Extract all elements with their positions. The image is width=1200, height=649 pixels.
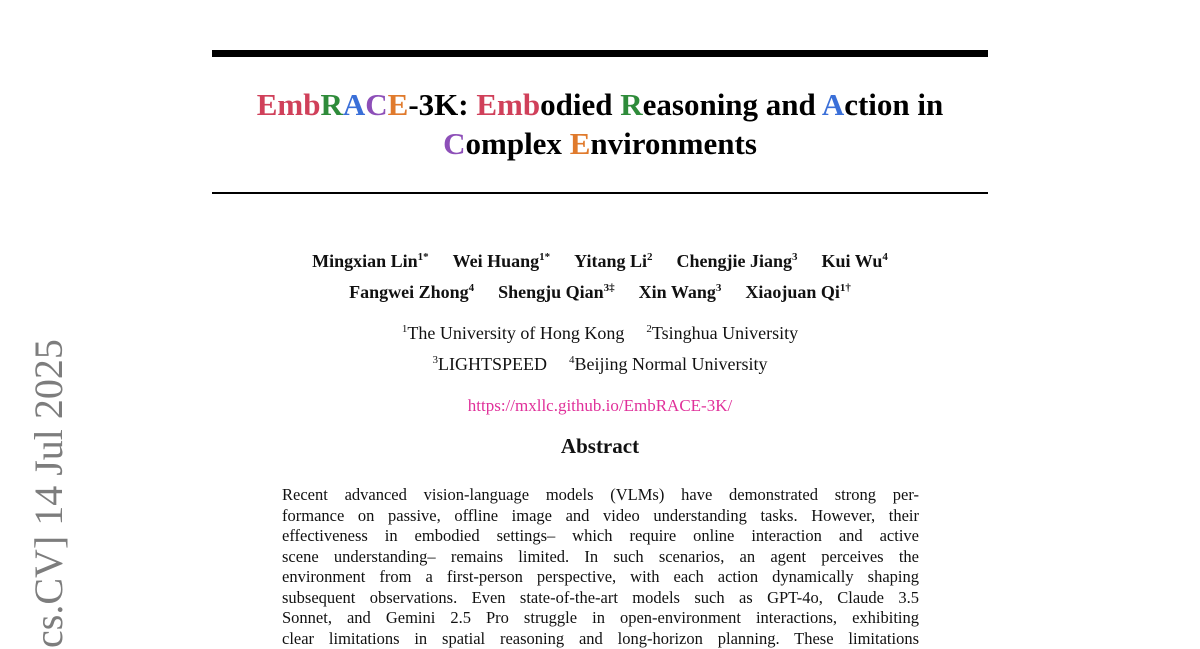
affiliation (646, 323, 798, 344)
title-segment: Emb (476, 87, 540, 122)
project-url-link[interactable]: https://mxllc.github.io/EmbRACE-3K/ (212, 396, 988, 416)
author-name: Kui Wu (822, 251, 883, 271)
title-segment: C (443, 126, 465, 161)
title-segment: R (620, 87, 642, 122)
title-top-rule (212, 50, 988, 57)
title-bottom-rule (212, 192, 988, 194)
abstract-line: environment from a first-person perspective, with each action dynamically shaping (282, 567, 919, 588)
author-list-row-1 (212, 251, 988, 272)
author (312, 251, 429, 272)
author (639, 282, 722, 303)
author-affiliation-mark: 3‡ (604, 282, 615, 294)
author (574, 251, 652, 272)
affiliation-name: The University of Hong Kong (407, 323, 624, 343)
title-segment: R (321, 87, 343, 122)
affiliation-number: 1 (402, 323, 408, 335)
title-segment: odied (540, 87, 620, 122)
title-segment: E (257, 87, 278, 122)
affiliation (433, 354, 548, 375)
author-affiliation-mark: 3 (792, 251, 798, 263)
author (453, 251, 551, 272)
author (498, 282, 615, 303)
author (677, 251, 798, 272)
author (745, 282, 851, 303)
author-name: Wei Huang (453, 251, 540, 271)
affiliation-row-2 (212, 354, 988, 375)
title-line-1 (212, 85, 988, 124)
title-segment: ction in (844, 87, 943, 122)
affiliation-name: Tsinghua University (652, 323, 798, 343)
author-name: Shengju Qian (498, 282, 604, 302)
paper-title (212, 85, 988, 163)
author (822, 251, 888, 272)
arxiv-stamp: cs.CV] 14 Jul 2025 (28, 339, 70, 648)
author-affiliation-mark: 4 (469, 282, 475, 294)
affiliation-row-1 (212, 323, 988, 344)
title-segment: -3K: (408, 87, 476, 122)
title-segment: easoning and (643, 87, 822, 122)
affiliation-name: LIGHTSPEED (438, 354, 547, 374)
affiliation (402, 323, 624, 344)
author-affiliation-mark: 4 (882, 251, 888, 263)
author-affiliation-mark: 3 (716, 282, 722, 294)
abstract-line: Sonnet, and Gemini 2.5 Pro struggle in open-environment interactions, exhibiting (282, 608, 919, 629)
abstract-text (282, 485, 919, 649)
abstract-line: Recent advanced vision-language models (VLMs) have demonstrated strong per- (282, 485, 919, 506)
author-name: Mingxian Lin (312, 251, 418, 271)
author-name: Chengjie Jiang (677, 251, 793, 271)
author-list-row-2 (212, 282, 988, 303)
title-segment: C (365, 87, 387, 122)
abstract-line: subsequent observations. Even state-of-the-art models such as GPT-4o, Claude 3.5 (282, 588, 919, 609)
title-segment: E (570, 126, 591, 161)
author (349, 282, 474, 303)
title-segment: b (303, 87, 320, 122)
affiliation-number: 4 (569, 354, 575, 366)
title-segment: A (822, 87, 844, 122)
title-segment: omplex (466, 126, 570, 161)
abstract-line: scene understanding– remains limited. In such scenarios, an agent perceives the (282, 547, 919, 568)
author-affiliation-mark: 1† (840, 282, 851, 294)
affiliation-name: Beijing Normal University (575, 354, 768, 374)
affiliation-number: 3 (433, 354, 439, 366)
author-affiliation-mark: 1* (539, 251, 550, 263)
affiliation-number: 2 (646, 323, 652, 335)
title-segment: E (388, 87, 409, 122)
affiliation (569, 354, 767, 375)
title-segment: nvironments (590, 126, 757, 161)
abstract-heading: Abstract (212, 434, 988, 459)
abstract-line: formance on passive, offline image and video understanding tasks. However, their (282, 506, 919, 527)
author-affiliation-mark: 1* (418, 251, 429, 263)
author-name: Yitang Li (574, 251, 647, 271)
title-segment: m (277, 87, 303, 122)
author-name: Fangwei Zhong (349, 282, 469, 302)
author-name: Xiaojuan Qi (745, 282, 840, 302)
abstract-line: clear limitations in spatial reasoning and long-horizon planning. These limitations (282, 629, 919, 649)
abstract-line: effectiveness in embodied settings– which require online interaction and active (282, 526, 919, 547)
title-line-2 (212, 124, 988, 163)
title-segment: A (343, 87, 365, 122)
author-name: Xin Wang (639, 282, 716, 302)
author-affiliation-mark: 2 (647, 251, 653, 263)
